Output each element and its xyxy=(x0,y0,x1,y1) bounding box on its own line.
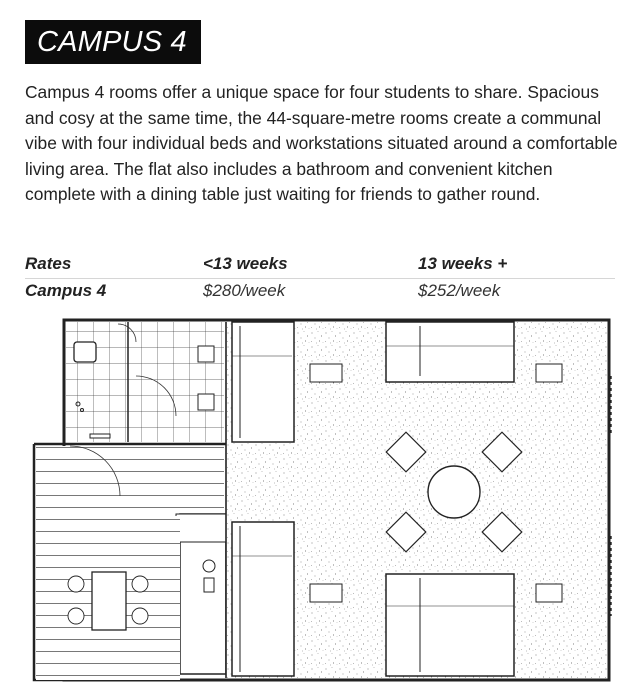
rates-long-stay-price: $252/week xyxy=(418,281,501,300)
rates-header-short-stay: <13 weeks xyxy=(203,254,288,273)
bed-2 xyxy=(386,322,514,382)
bed-1 xyxy=(232,322,294,442)
rates-room-name: Campus 4 xyxy=(25,281,107,300)
bathroom xyxy=(66,322,224,442)
stove-icon xyxy=(176,514,226,542)
title-banner xyxy=(25,20,201,64)
toilet-icon xyxy=(74,342,96,362)
sink-icon xyxy=(198,394,214,410)
rates-table xyxy=(25,252,615,307)
dining-table xyxy=(92,572,126,630)
sink-icon xyxy=(198,346,214,362)
rates-row-campus-4 xyxy=(25,279,615,307)
bed-4 xyxy=(386,574,514,676)
lounge-table xyxy=(428,466,480,518)
rates-header-label: Rates xyxy=(25,254,72,273)
page-title: CAMPUS 4 xyxy=(37,25,187,58)
bed-3 xyxy=(232,522,294,676)
room-description: Campus 4 rooms offer a unique space for four students to share. Spacious and cosy at the same time, the 44-square-metre rooms create a communal vibe with four individual beds and workstations situated around a comfortable living area. The flat also includes a bathroom and convenient kitchen complete with a dining table just waiting for friends to gather round. xyxy=(25,82,618,205)
rates-header-row xyxy=(25,252,615,279)
rates-short-stay-price: $280/week xyxy=(203,281,286,300)
kitchen xyxy=(36,446,226,680)
rates-header-long-stay: 13 weeks + xyxy=(418,254,508,273)
floor-plan xyxy=(30,316,615,684)
